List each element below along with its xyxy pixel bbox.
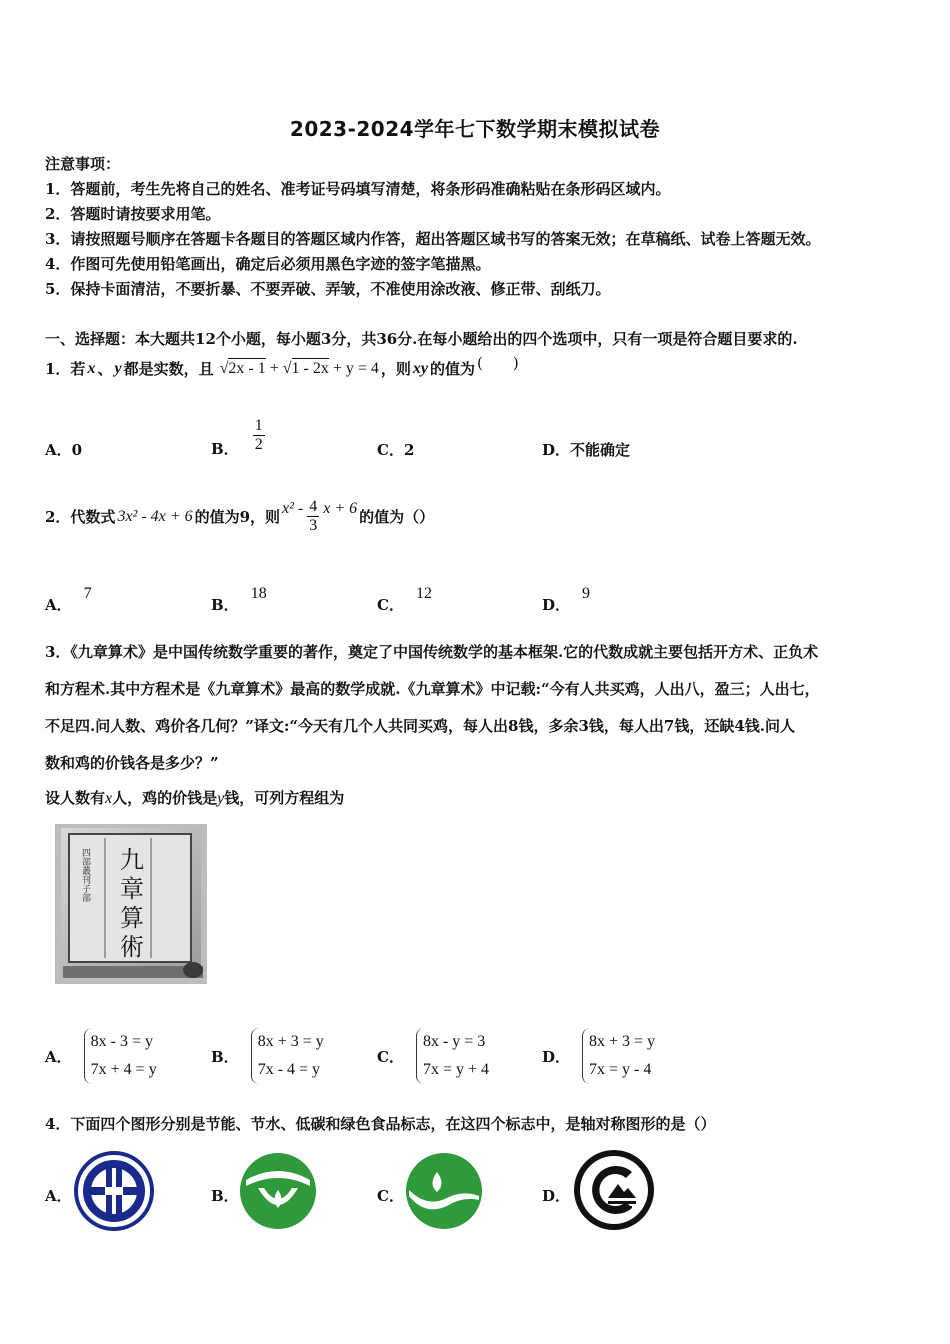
q3-option-c: C． 8x - y = 3 7x = y + 4 (377, 1028, 489, 1084)
q1-radical-b: 1 - 2x (291, 359, 329, 377)
q1-option-c: C．2 (377, 441, 415, 459)
q1-prefix: 1．若 (45, 360, 86, 378)
notice-item: 5．保持卡面清洁，不要折暴、不要弄破、弄皱，不准使用涂改液、修正带、刮纸刀。 (45, 280, 611, 298)
q4-label-d: D． (542, 1187, 571, 1205)
q2-expr2-b: x + 6 (323, 499, 358, 517)
q1-var-xy: xy (412, 359, 428, 377)
question-2: 2．代数式 3x² - 4x + 6 的值为9，则 x² - $\frac{4}{3}$ x + 6 的值为（） (45, 498, 435, 534)
section-heading: 一、选择题：本大题共12个小题，每小题3分，共36分.在每小题给出的四个选项中，只有一项是符合题目要求的. (45, 330, 798, 348)
page-title: 2023-2024学年七下数学期末模拟试卷 (289, 117, 661, 141)
q1-paren: ( ) (477, 354, 519, 372)
book-image (55, 824, 207, 984)
q2-expr1: 3x² - 4x + 6 (117, 507, 193, 525)
green-food-logo-icon (572, 1148, 656, 1232)
water-saving-logo-icon (238, 1150, 318, 1232)
q1-radical-a: 2x - 1 (228, 359, 266, 377)
q1-option-a: A．0 (45, 441, 83, 459)
q3-option-d: D． 8x + 3 = y 7x = y - 4 (542, 1028, 655, 1084)
book-char: 算 (120, 904, 144, 932)
notice-item: 2．答题时请按要求用笔。 (45, 205, 221, 223)
q1-mid: 都是实数，且 (123, 360, 214, 378)
q4-label-b: B． (211, 1187, 239, 1205)
low-carbon-logo-icon (403, 1150, 485, 1232)
energy-saving-logo-icon (73, 1150, 155, 1232)
book-char: 術 (120, 933, 144, 961)
q3-line: 和方程术.其中方程术是《九章算术》最高的数学成就.《九章算术》中记载:“今有人共买鸡，人出八，盈三；人出七， (45, 680, 820, 698)
q1-var-y: y (114, 359, 122, 377)
q1-option-d: D．不能确定 (542, 441, 631, 459)
q3-line: 不足四.问人数、鸡价各几何？”译文:“今天有几个人共同买鸡，每人出8钱，多余3钱，每人出7钱，还缺4钱.问人 (45, 717, 795, 735)
q3-line: 3．《九章算术》是中国传统数学重要的著作，奠定了中国传统数学的基本框架.它的代数成就主要包括开方术、正负术 (45, 643, 819, 661)
q3-option-a: A． 8x - 3 = y 7x + 4 = y (45, 1028, 157, 1084)
notice-item: 3．请按照题号顺序在答题卡各题目的答题区域内作答，超出答题区域书写的答案无效；在草稿纸、试卷上答题无效。 (45, 230, 821, 248)
book-side-label: 四部叢刊子部 (80, 848, 90, 902)
q1-sep: 、 (97, 360, 113, 378)
book-char: 章 (120, 875, 144, 903)
q1-b-num: 1 (254, 417, 263, 434)
q3-option-b: B． 8x + 3 = y 7x - 4 = y (211, 1028, 324, 1084)
question-1 (45, 354, 519, 379)
q1-suffix: 的值为 (430, 360, 476, 378)
q4-label-a: A． (45, 1187, 72, 1205)
notice-item: 4．作图可先使用铅笔画出，确定后必须用黑色字迹的签字笔描黑。 (45, 255, 491, 273)
notice-heading: 注意事项： (45, 155, 121, 173)
q1-expr-tail: + y = 4 (332, 359, 379, 377)
notice-item: 1．答题前，考生先将自己的姓名、准考证号码填写清楚，将条形码准确粘贴在条形码区域内。 (45, 180, 671, 198)
q4-label-c: C． (377, 1187, 404, 1205)
q1-option-b: B． $\frac{1}{2}$ (211, 417, 263, 458)
q2-expr2-a: x² - (282, 499, 304, 517)
q2-option-c: C．12 (377, 585, 432, 614)
q1-equation: √2x - 1 + √1 - 2x + y = 4 (219, 359, 379, 377)
q1-b-den: 2 (254, 436, 263, 453)
q1-var-x: x (87, 359, 96, 377)
question-4: 4．下面四个图形分别是节能、节水、低碳和绿色食品标志，在这四个标志中，是轴对称图形的是（） (45, 1115, 716, 1133)
q2-option-b: B．18 (211, 585, 267, 614)
book-char: 九 (120, 846, 144, 874)
q1-suffix-pre: ，则 (380, 360, 411, 378)
q3-line: 数和鸡的价钱各是多少？” (45, 754, 219, 772)
q2-option-d: D．9 (542, 585, 591, 614)
q3-setup: 设人数有x人，鸡的价钱是y钱，可列方程组为 (45, 789, 345, 807)
q2-option-a: A．7 (45, 585, 92, 614)
